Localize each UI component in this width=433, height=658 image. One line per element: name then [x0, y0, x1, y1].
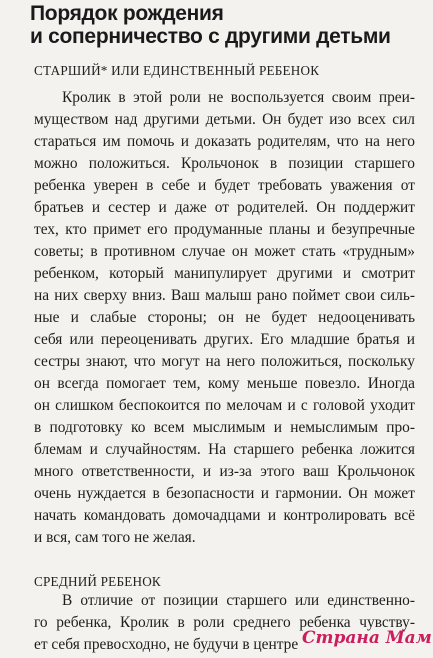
page-title	[30, 2, 430, 48]
text-line: очень нуждается в безопасности и гармонии. Он может	[34, 485, 415, 502]
text-line: блемам и случайностям. На старшего ребенка ложится	[34, 441, 415, 458]
text-line: ет себя превосходно, не будучи в центре	[34, 636, 299, 653]
text-line: он всегда помогает тем, кому меньше повезло. Иногда	[34, 375, 415, 392]
text-line: начать командовать домочадцами и контролировать всё	[34, 507, 415, 524]
title-line-2: и соперничество с другими детьми	[30, 25, 391, 48]
text-line: Кролик в этой роли не воспользуется своим преи-	[62, 89, 415, 106]
text-line: можно положиться. Крольчонок в позиции старшего	[34, 155, 415, 172]
text-line: тех, кто примет его продуманные планы и безупречные	[34, 221, 415, 238]
text-line: себя или переоценивать других. Его младшие братья и	[34, 331, 415, 348]
text-line: советы; в противном случае он может стать «трудным»	[34, 243, 415, 260]
text-line: ребенка уверен в себе и будет требовать уважения от	[34, 177, 415, 194]
text-line: в подготовку ко всем мыслимым и немыслимым про-	[34, 419, 415, 436]
text-line: много ответственности, и из-за этого ваш Крольчонок	[34, 463, 415, 480]
text-line: на них сверху вниз. Ваш малыш рано поймет свои силь-	[34, 287, 415, 304]
section-heading-eldest: СТАРШИЙ* ИЛИ ЕДИНСТВЕННЫЙ РЕБЕНОК	[34, 63, 320, 78]
watermark-logo: Страна Мам	[302, 628, 432, 648]
text-line: стараться им помочь и доказать родителям, что на него	[34, 133, 415, 150]
text-line: муществом над другими детьми. Он будет изо всех сил	[34, 111, 415, 128]
text-line: го ребенка, Кролик в роли среднего ребенка чувству-	[34, 614, 415, 631]
text-line: он слишком беспокоится по мелочам и с головой уходит	[34, 397, 415, 414]
text-line: и вся, сам того не желая.	[34, 529, 196, 546]
text-line: ребенком, который манипулирует другими и смотрит	[34, 265, 415, 282]
title-line-1: Порядок рождения	[30, 2, 224, 25]
text-line: ные и слабые стороны; он не будет недооценивать	[34, 309, 415, 326]
text-line: сестры знают, что могут на него положиться, поскольку	[34, 353, 415, 370]
section-heading-middle: СРЕДНИЙ РЕБЕНОК	[34, 574, 161, 589]
text-line: В отличие от позиции старшего или единственно-	[62, 592, 415, 609]
text-line: братьев и сестер и даже от родителей. Он поддержит	[34, 199, 415, 216]
